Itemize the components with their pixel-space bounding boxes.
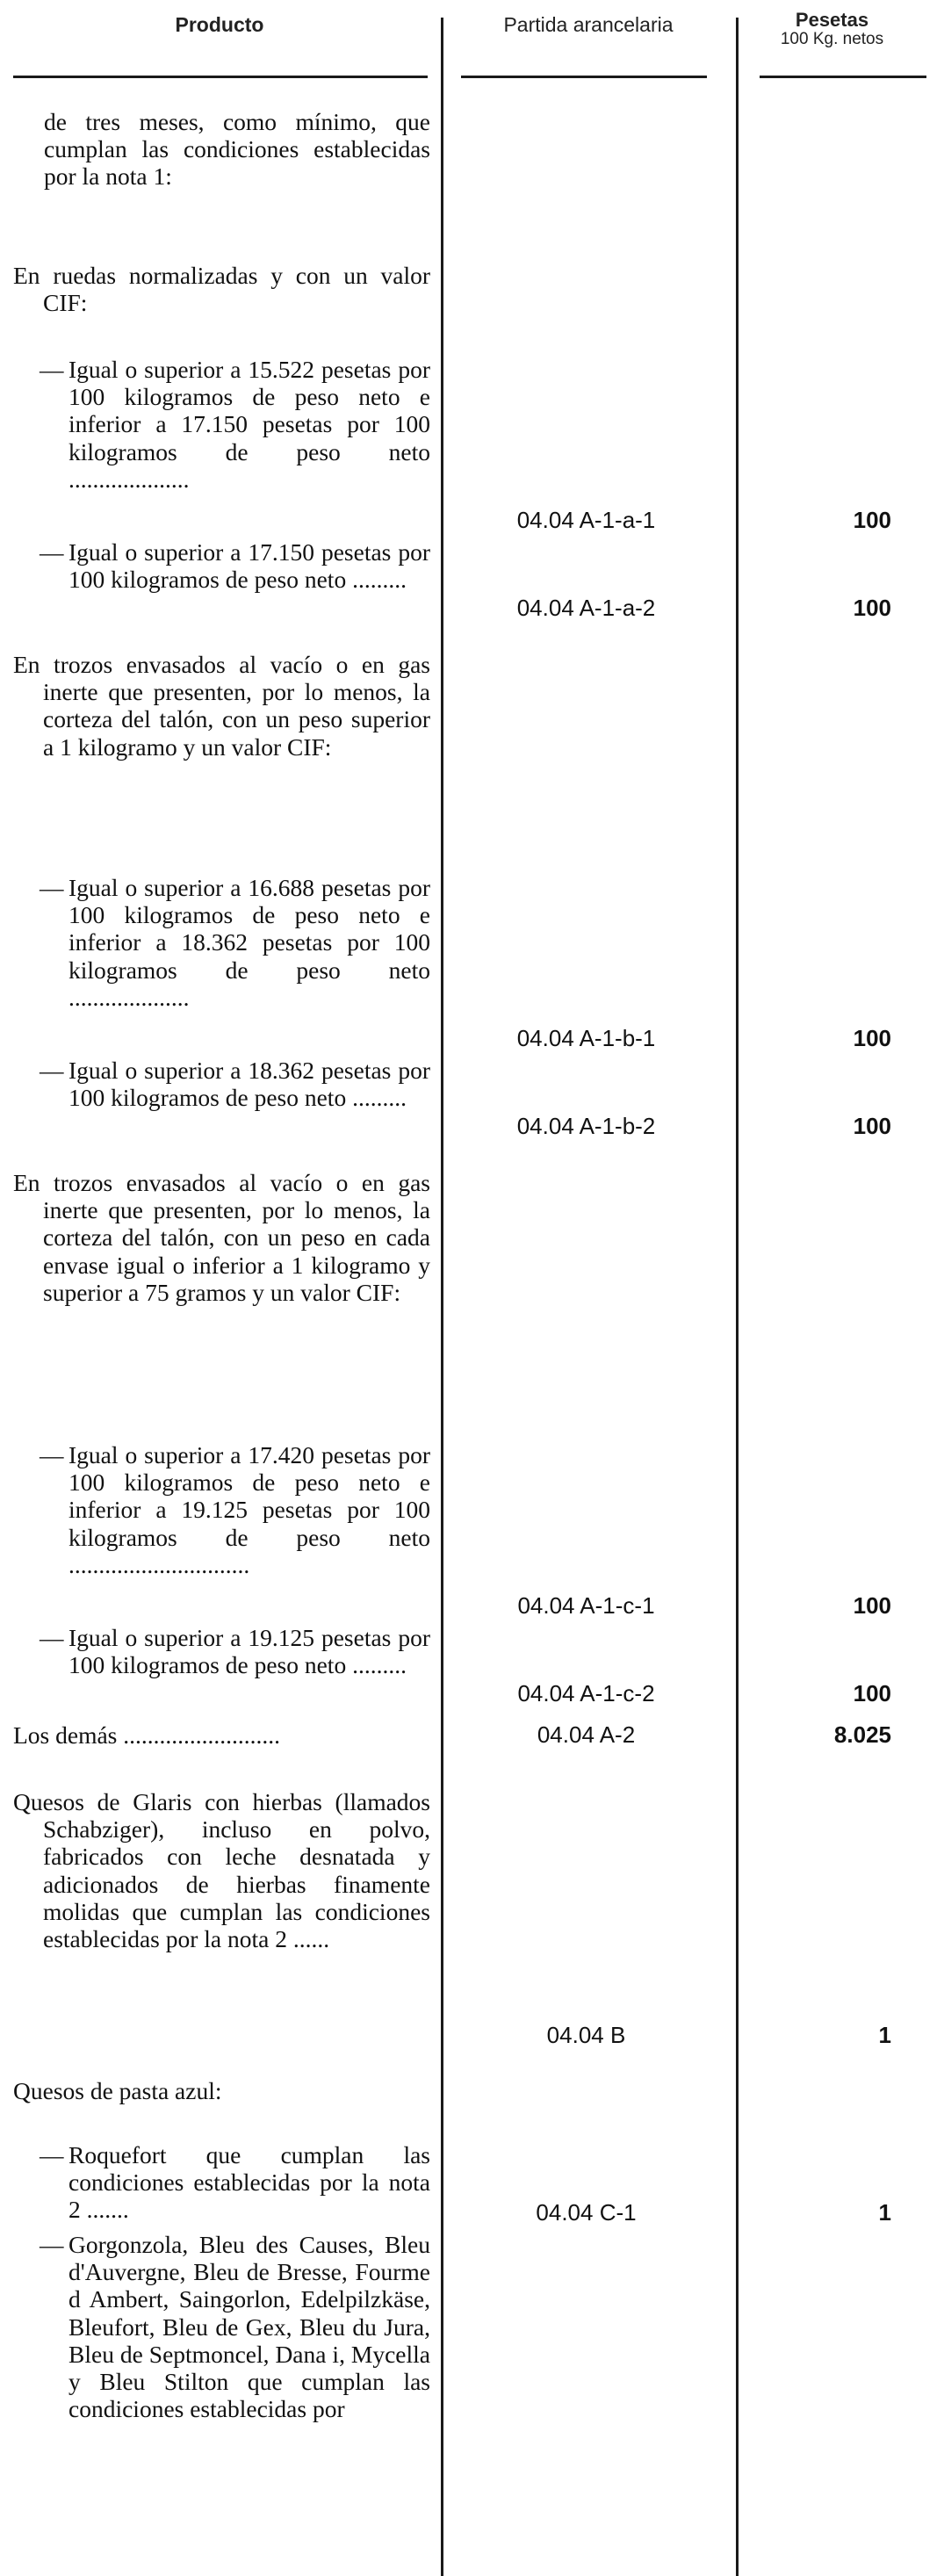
product-text: — Igual o superior a 18.362 pesetas por 100 kilogramos de peso neto ......... xyxy=(40,1057,430,1111)
header-partida: Partida arancelaria xyxy=(503,13,674,36)
header-rule-producto xyxy=(13,76,428,78)
tariff-code: 04.04 A-1-c-2 xyxy=(517,1680,655,1707)
product-text: de tres meses, como mínimo, que cumplan las condiciones establecidas por la nota 1: xyxy=(44,108,430,191)
value-cell: 8.025 xyxy=(833,1721,891,1748)
header-pesetas-line2: 100 Kg. netos xyxy=(780,30,884,48)
value-cell: 100 xyxy=(853,507,891,533)
product-text: En trozos envasados al vacío o en gas inerte que presenten, por lo menos, la corteza del talón, con un peso superior a 1 kilogramo y un valor CIF: xyxy=(13,651,430,761)
product-text: — Gorgonzola, Bleu des Causes, Bleu d'Auvergne, Bleu de Bresse, Fourme d Ambert, Saingorlon, Edelpilzkäse, Bleufort, Bleu de Gex, Bleu du Jura, Bleu de Septmoncel, Dana i, Mycella y Bleu Stilton que cumplan las condiciones establecidas por xyxy=(40,2231,430,2422)
tariff-code: 04.04 A-1-a-1 xyxy=(516,507,656,533)
tariff-code: 04.04 C-1 xyxy=(536,2199,637,2226)
product-text: Quesos de pasta azul: xyxy=(13,2077,222,2104)
product-text: — Igual o superior a 19.125 pesetas por 100 kilogramos de peso neto ......... xyxy=(40,1624,430,1678)
header-rule-partida xyxy=(461,76,707,78)
tariff-code: 04.04 A-1-b-1 xyxy=(516,1025,656,1051)
value-cell: 1 xyxy=(878,2199,891,2226)
column-divider-2 xyxy=(736,18,739,2576)
value-cell: 100 xyxy=(853,1680,891,1707)
product-text: En ruedas normalizadas y con un valor CIF: xyxy=(13,262,430,317)
tariff-code: 04.04 B xyxy=(546,2022,626,2048)
tariff-code: 04.04 A-1-a-2 xyxy=(516,595,656,621)
value-cell: 100 xyxy=(853,1592,891,1619)
product-text: — Roquefort que cumplan las condiciones establecidas por la nota 2 ....... xyxy=(40,2141,430,2224)
value-cell: 100 xyxy=(853,595,891,621)
product-text: — Igual o superior a 17.420 pesetas por 100 kilogramos de peso neto e inferior a 19.125 pesetas por 100 kilogramos de peso neto .............................. xyxy=(40,1441,430,1578)
header-pesetas xyxy=(742,11,922,49)
product-text: En trozos envasados al vacío o en gas inerte que presenten, por lo menos, la corteza del talón, con un peso en cada envase igual o inferior a 1 kilogramo y superior a 75 gramos y un valor CIF: xyxy=(13,1169,430,1306)
product-text: — Igual o superior a 17.150 pesetas por 100 kilogramos de peso neto ......... xyxy=(40,538,430,593)
header-pesetas-line1: Pesetas xyxy=(795,9,869,31)
product-text: — Igual o superior a 16.688 pesetas por 100 kilogramos de peso neto e inferior a 18.362 pesetas por 100 kilogramos de peso neto .................... xyxy=(40,874,430,1011)
header-rule-pesetas xyxy=(760,76,926,78)
product-text: — Igual o superior a 15.522 pesetas por 100 kilogramos de peso neto e inferior a 17.150 pesetas por 100 kilogramos de peso neto .................... xyxy=(40,356,430,493)
tariff-code: 04.04 A-2 xyxy=(537,1721,636,1748)
column-divider-1 xyxy=(441,18,443,2576)
header-producto: Producto xyxy=(175,13,264,36)
product-text: Quesos de Glaris con hierbas (llamados Schabziger), incluso en polvo, fabricados con leche desnatada y adicionados de hierbas finamente molidas que cumplan las condiciones establecidas por la nota 2 ...... xyxy=(13,1788,430,1953)
product-text: Los demás .......................... xyxy=(13,1721,281,1749)
value-cell: 100 xyxy=(853,1113,891,1139)
value-cell: 100 xyxy=(853,1025,891,1051)
tariff-code: 04.04 A-1-c-1 xyxy=(517,1592,655,1619)
value-cell: 1 xyxy=(878,2022,891,2048)
tariff-code: 04.04 A-1-b-2 xyxy=(516,1113,656,1139)
